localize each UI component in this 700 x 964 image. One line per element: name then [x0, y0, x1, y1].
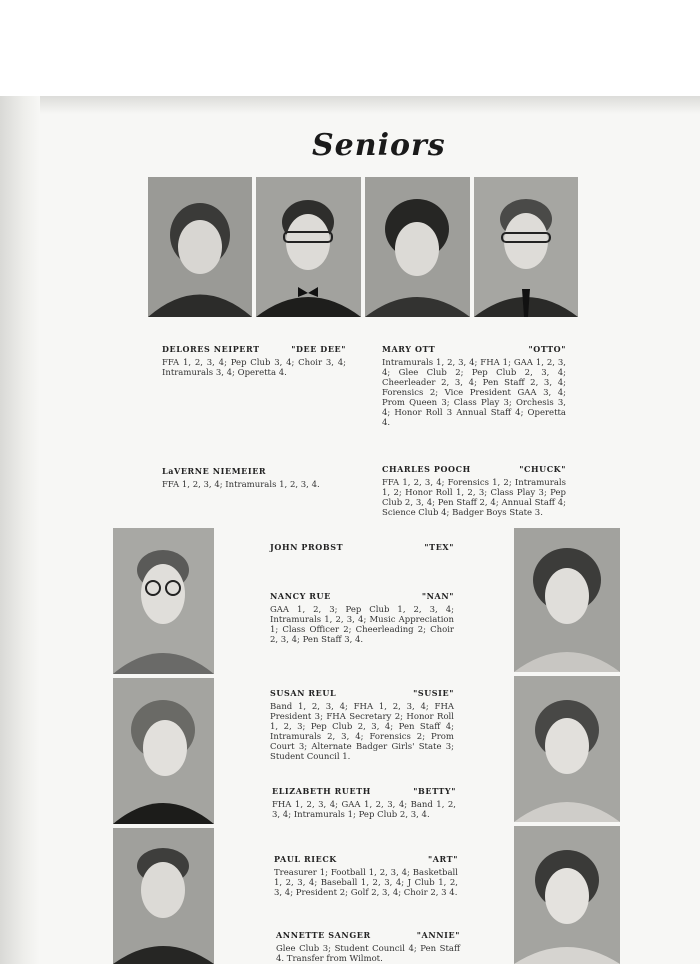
- entry-laverne-niemeier: [162, 466, 346, 490]
- portrait-delores-neipert: [148, 177, 252, 317]
- student-name: DELORES NEIPERT: [162, 344, 260, 354]
- entry-nancy-rue: [270, 591, 454, 645]
- scan-shadow-top: [0, 96, 700, 114]
- entry-susan-reul: [270, 688, 454, 762]
- student-activities: Intramurals 1, 2, 3, 4; FHA 1; GAA 1, 2, 3, 4; Glee Club 2; Pep Club 2, 3, 4; Cheerleader 2, 3, 4; Pen Staff 2, 3, 4; Forensics 2; Vice President GAA 3, 4; Prom Queen 3; Class Play 3; Orchesis 3, 4; Honor Roll 3 Annual Staff 4; Operetta 4.: [382, 358, 566, 428]
- student-name: LaVERNE NIEMEIER: [162, 466, 267, 476]
- portrait-annette-sanger: [514, 826, 620, 964]
- student-nickname: "BETTY": [413, 786, 456, 796]
- portrait-nancy-rue: [514, 528, 620, 672]
- student-activities: Band 1, 2, 3, 4; FHA 1, 2, 3, 4; FHA President 3; FHA Secretary 2; Honor Roll 1, 2, 3; Pep Club 2, 3, 4; Pen Staff 4; Intramurals 2, 3, 4; Forensics 2; Prom Court 3; Alternate Badger Girls' State 3; Student Council 1.: [270, 702, 454, 762]
- student-activities: Glee Club 3; Student Council 4; Pen Staff 4. Transfer from Wilmot.: [276, 944, 460, 964]
- student-name: JOHN PROBST: [270, 542, 344, 552]
- student-nickname: "DEE DEE": [291, 344, 346, 354]
- student-nickname: "ART": [427, 854, 458, 864]
- student-activities: Treasurer 1; Football 1, 2, 3, 4; Basketball 1, 2, 3, 4; Baseball 1, 2, 3, 4; J Club 1, 2, 3, 4; President 2; Golf 2, 3, 4; Choir 2, 3 4.: [274, 868, 458, 898]
- entry-paul-rieck: [274, 854, 458, 898]
- student-activities: FHA 1, 2, 3, 4; GAA 1, 2, 3, 4; Band 1, 2, 3, 4; Intramurals 1; Pep Club 2, 3, 4.: [272, 800, 456, 820]
- student-activities: FFA 1, 2, 3, 4; Forensics 1, 2; Intramurals 1, 2; Honor Roll 1, 2, 3; Class Play 3; Pep Club 2, 3, 4; Pen Staff 2, 4; Annual Staff 4; Science Club 4; Badger Boys State 3.: [382, 478, 566, 518]
- entry-mary-ott: [382, 344, 566, 428]
- portrait-john-probst: [113, 528, 214, 674]
- student-name: ELIZABETH RUETH: [272, 786, 371, 796]
- portrait-charles-pooch: [474, 177, 578, 317]
- scan-shadow-left: [0, 96, 40, 964]
- student-activities: GAA 1, 2, 3; Pep Club 1, 2, 3, 4; Intramurals 1, 2, 3, 4; Music Appreciation 1; Class Officer 2; Cheerleading 2; Choir 2, 3, 4; Pen Staff 3, 4.: [270, 605, 454, 645]
- student-name: NANCY RUE: [270, 591, 331, 601]
- entry-elizabeth-rueth: [272, 786, 456, 820]
- entry-annette-sanger: [276, 930, 460, 964]
- student-nickname: "SUSIE": [413, 688, 454, 698]
- student-name: CHARLES POOCH: [382, 464, 471, 474]
- student-name: SUSAN REUL: [270, 688, 337, 698]
- entry-john-probst: [270, 542, 454, 556]
- portrait-elizabeth-rueth: [514, 676, 620, 822]
- student-name: MARY OTT: [382, 344, 436, 354]
- portrait-susan-reul: [113, 678, 214, 824]
- page-title: Seniors: [312, 128, 446, 163]
- student-name: ANNETTE SANGER: [276, 930, 371, 940]
- portrait-mary-ott: [365, 177, 470, 317]
- student-activities: FFA 1, 2, 3, 4; Intramurals 1, 2, 3, 4.: [162, 480, 320, 490]
- portrait-boy-1: [256, 177, 361, 317]
- entry-charles-pooch: [382, 464, 566, 518]
- student-nickname: "ANNIE": [416, 930, 460, 940]
- student-activities: FFA 1, 2, 3, 4; Pep Club 3, 4; Choir 3, 4; Intramurals 3, 4; Operetta 4.: [162, 358, 346, 378]
- student-nickname: "TEX": [424, 542, 454, 552]
- student-nickname: "CHUCK": [519, 464, 566, 474]
- student-nickname: "OTTO": [528, 344, 566, 354]
- student-nickname: "NAN": [421, 591, 454, 601]
- student-name: PAUL RIECK: [274, 854, 337, 864]
- portrait-paul-rieck: [113, 828, 214, 964]
- entry-delores-neipert: [162, 344, 346, 378]
